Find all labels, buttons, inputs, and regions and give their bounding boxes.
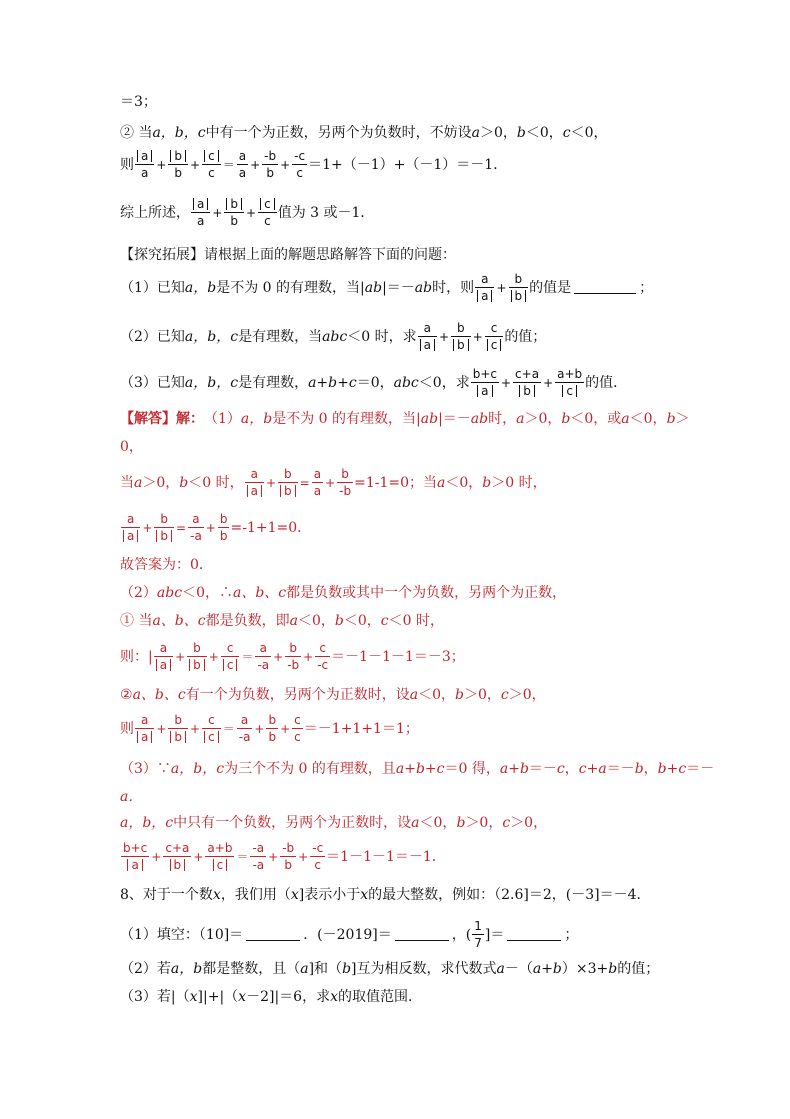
fraction: $\frac{a}{a}$ xyxy=(245,468,264,497)
fraction: $\frac{b}{b}$ xyxy=(187,642,207,671)
fraction: $\frac{a}{a}$ xyxy=(121,513,140,542)
text: 综上所述， xyxy=(120,204,190,221)
fraction: $\frac{b}{b}$ xyxy=(509,273,529,302)
fraction: $\frac{c}{c}$ xyxy=(202,714,221,743)
fraction: $\frac{a}{a}$ xyxy=(313,467,322,498)
fraction: $\frac{c}{c}$ xyxy=(221,642,240,671)
fraction: $\frac{c+a}{b}$ xyxy=(515,367,540,398)
math-var: a，b，c xyxy=(152,125,206,141)
fraction: $\frac{b}{b}$ xyxy=(168,150,188,179)
fraction: $\frac{a}{a}$ xyxy=(191,198,210,227)
fraction: $\frac{b+c}{a}$ xyxy=(472,367,497,398)
answer-blank xyxy=(507,928,561,941)
problem-8-part-2: （2）若 a，b 都是整数，且（ a ]和（ b ]互为相反数，求代数式 a －（ a+b ）×3+ b 的值； xyxy=(120,961,660,977)
fraction: $\frac{b+c}{a}$ xyxy=(123,841,148,872)
text-line: ① 当 a、b、c 都是负数，即 a ＜0， b ＜0， c ＜0 时， xyxy=(120,613,444,629)
fraction: $\frac{b}{-b}$ xyxy=(339,467,352,498)
problem-8-part-3: （3）若|（ x ]|+|（ x －2]|＝6，求 x 的取值范围． xyxy=(120,989,422,1005)
fraction: $\frac{b}{b}$ xyxy=(168,714,188,743)
text-line: a． xyxy=(120,789,143,805)
fraction: $\frac{b}{b}$ xyxy=(154,513,174,542)
text-line xyxy=(120,126,608,140)
fraction: $\frac{b}{b}$ xyxy=(278,468,298,497)
formula-line: $\frac{b+c}{a}$ + $\frac{c+a}{b}$ + $\frac{a+b}{c}$ ＝ $\frac{-a}{-a}$ + $\frac{-b}{b}$ + $\frac{-c}{c}$ ＝1－1－1＝－1． xyxy=(123,841,446,872)
fraction: $\frac{a}{a}$ xyxy=(475,273,494,302)
formula-line: 则 $\frac{a}{a}$ + $\frac{b}{b}$ + $\frac{c}{c}$ ＝ $\frac{a}{-a}$ + $\frac{b}{b}$ + $\frac{c}{c}$ ＝－1+1+1＝1； xyxy=(120,713,419,744)
text: ＝3； xyxy=(120,94,157,110)
text-line: ② a、b、c 有一个为负数，另两个为正数时，设 a ＜0， b ＞0， c ＞0， xyxy=(120,687,546,703)
fraction: $\frac{a}{a}$ xyxy=(238,149,247,180)
formula-line: 当 a ＞0， b ＜0 时， $\frac{a}{a}$ + $\frac{b}{b}$ = $\frac{a}{a}$ + $\frac{b}{-b}$ =1-1=0；当 a ＜0， b ＞0 时， xyxy=(120,467,547,498)
fraction: $\frac{a}{-a}$ xyxy=(257,641,270,672)
fraction: $\frac{a}{a}$ xyxy=(135,714,154,743)
text: ＜0， xyxy=(570,125,608,141)
answer-blank xyxy=(246,928,300,941)
text-line: 故答案为：0． xyxy=(120,557,213,573)
fraction: $\frac{-c}{c}$ xyxy=(312,841,324,872)
text-line xyxy=(120,95,157,109)
math-var: a xyxy=(471,125,480,141)
fraction: $\frac{c}{c}$ xyxy=(258,198,277,227)
question-3: （3）已知 a，b，c 是有理数， a+b+c ＝0， abc ＜0，求 $\frac{b+c}{a}$ + $\frac{c+a}{b}$ + $\frac{a+b}{c}$ 的值． xyxy=(120,367,628,398)
formula-line: 则：| $\frac{a}{a}$ + $\frac{b}{b}$ + $\frac{c}{c}$ ＝ $\frac{a}{-a}$ + $\frac{b}{-b}$ + $\frac{c}{-c}$ ＝－1－1－1＝－3； xyxy=(120,641,465,672)
fraction: $\frac{-c}{c}$ xyxy=(294,149,306,180)
formula-line: 综上所述， $\frac{a}{a}$ + $\frac{b}{b}$ + $\frac{c}{c}$ 值为 3 或－1． xyxy=(120,197,375,228)
text-line: （2） abc ＜0，∴ a、b、c 都是负数或其中一个为负数，另两个为正数， xyxy=(120,585,567,601)
text: 【探究拓展】请根据上面的解题思路解答下面的问题： xyxy=(120,247,456,263)
fraction: $\frac{a}{-a}$ xyxy=(190,512,202,543)
formula-line: 则 $\frac{a}{a}$ + $\frac{b}{b}$ + $\frac{c}{c}$ ＝ $\frac{a}{a}$ + $\frac{-b}{b}$ + $\frac{-c}{c}$ ＝1+（－1）+（－1）＝－1． xyxy=(120,149,508,180)
fraction: $\frac{1}{7}$ xyxy=(474,919,482,950)
section-heading xyxy=(120,248,456,262)
text: 值为 3 或－1． xyxy=(277,204,375,221)
fraction: $\frac{a}{a}$ xyxy=(135,150,154,179)
fraction: $\frac{c}{c}$ xyxy=(202,150,221,179)
fraction: $\frac{b}{b}$ xyxy=(219,512,228,543)
fraction: $\frac{b}{b}$ xyxy=(224,198,244,227)
fraction: $\frac{c}{c}$ xyxy=(485,322,504,351)
question-2: （2）已知 a，b，c 是有理数，当 abc ＜0 时，求 $\frac{a}{a}$ + $\frac{b}{b}$ + $\frac{c}{c}$ 的值； xyxy=(120,321,547,352)
answer-blank xyxy=(395,928,449,941)
text-line: （3）∵ a，b，c 为三个不为 0 的有理数，且 a+b+c ＝0 得， a+b ＝－ c ， c+a ＝－ b ， b+c ＝－ xyxy=(120,761,715,777)
text-line: a，b，c 中只有一个负数，另两个为正数时，设 a ＜0， b ＞0， c ＞0， xyxy=(120,815,548,831)
text: ② 当 xyxy=(120,125,153,141)
fraction: $\frac{a+b}{c}$ xyxy=(557,367,583,398)
math-var: b xyxy=(516,125,526,141)
text-line: 0， xyxy=(120,439,143,455)
problem-8-part-1: （1）填空：（10]＝ ．(－2019]＝ ，( $\frac{1}{7}$ ]＝ ； xyxy=(120,919,579,950)
fraction: $\frac{-b}{b}$ xyxy=(282,841,295,872)
math-var: c xyxy=(562,125,571,141)
text: 则 xyxy=(120,156,134,173)
fraction: $\frac{-a}{-a}$ xyxy=(252,841,265,872)
problem-8: 8、对于一个数 x ，我们用（ x ]表示小于 x 的最大整数，例如：（2.6]＝2，(－3]＝－4． xyxy=(120,887,651,903)
fraction: $\frac{c+a}{b}$ xyxy=(165,841,190,872)
text: ＜0， xyxy=(525,125,563,141)
fraction: $\frac{b}{b}$ xyxy=(268,713,277,744)
text: ＝1+（－1）+（－1）＝－1． xyxy=(308,156,508,173)
fraction: $\frac{a}{a}$ xyxy=(418,322,437,351)
question-1: （1）已知 a，b 是不为 0 的有理数，当| ab |＝－ ab 时，则 $\frac{a}{a}$ + $\frac{b}{b}$ 的值是 ； xyxy=(120,272,654,303)
text: 中有一个为正数，另两个为负数时，不妨设 xyxy=(205,125,472,141)
answer-blank xyxy=(574,281,636,294)
formula-line: $\frac{a}{a}$ + $\frac{b}{b}$ = $\frac{a}{-a}$ + $\frac{b}{b}$ =-1+1=0． xyxy=(120,513,311,542)
answer-heading: 【解答】解： （1） a，b 是不为 0 的有理数，当| ab |＝－ ab 时， a ＞0， b ＜0，或 a ＜0， b ＞ xyxy=(120,411,690,427)
fraction: $\frac{c}{c}$ xyxy=(294,713,301,744)
fraction: $\frac{a}{-a}$ xyxy=(238,713,251,744)
fraction: $\frac{b}{-b}$ xyxy=(287,641,300,672)
fraction: $\frac{-b}{b}$ xyxy=(264,149,277,180)
fraction: $\frac{a+b}{c}$ xyxy=(207,841,233,872)
fraction: $\frac{c}{-c}$ xyxy=(317,641,329,672)
fraction: $\frac{a}{a}$ xyxy=(154,642,173,671)
fraction: $\frac{b}{b}$ xyxy=(451,322,471,351)
text: ＞0， xyxy=(479,125,517,141)
